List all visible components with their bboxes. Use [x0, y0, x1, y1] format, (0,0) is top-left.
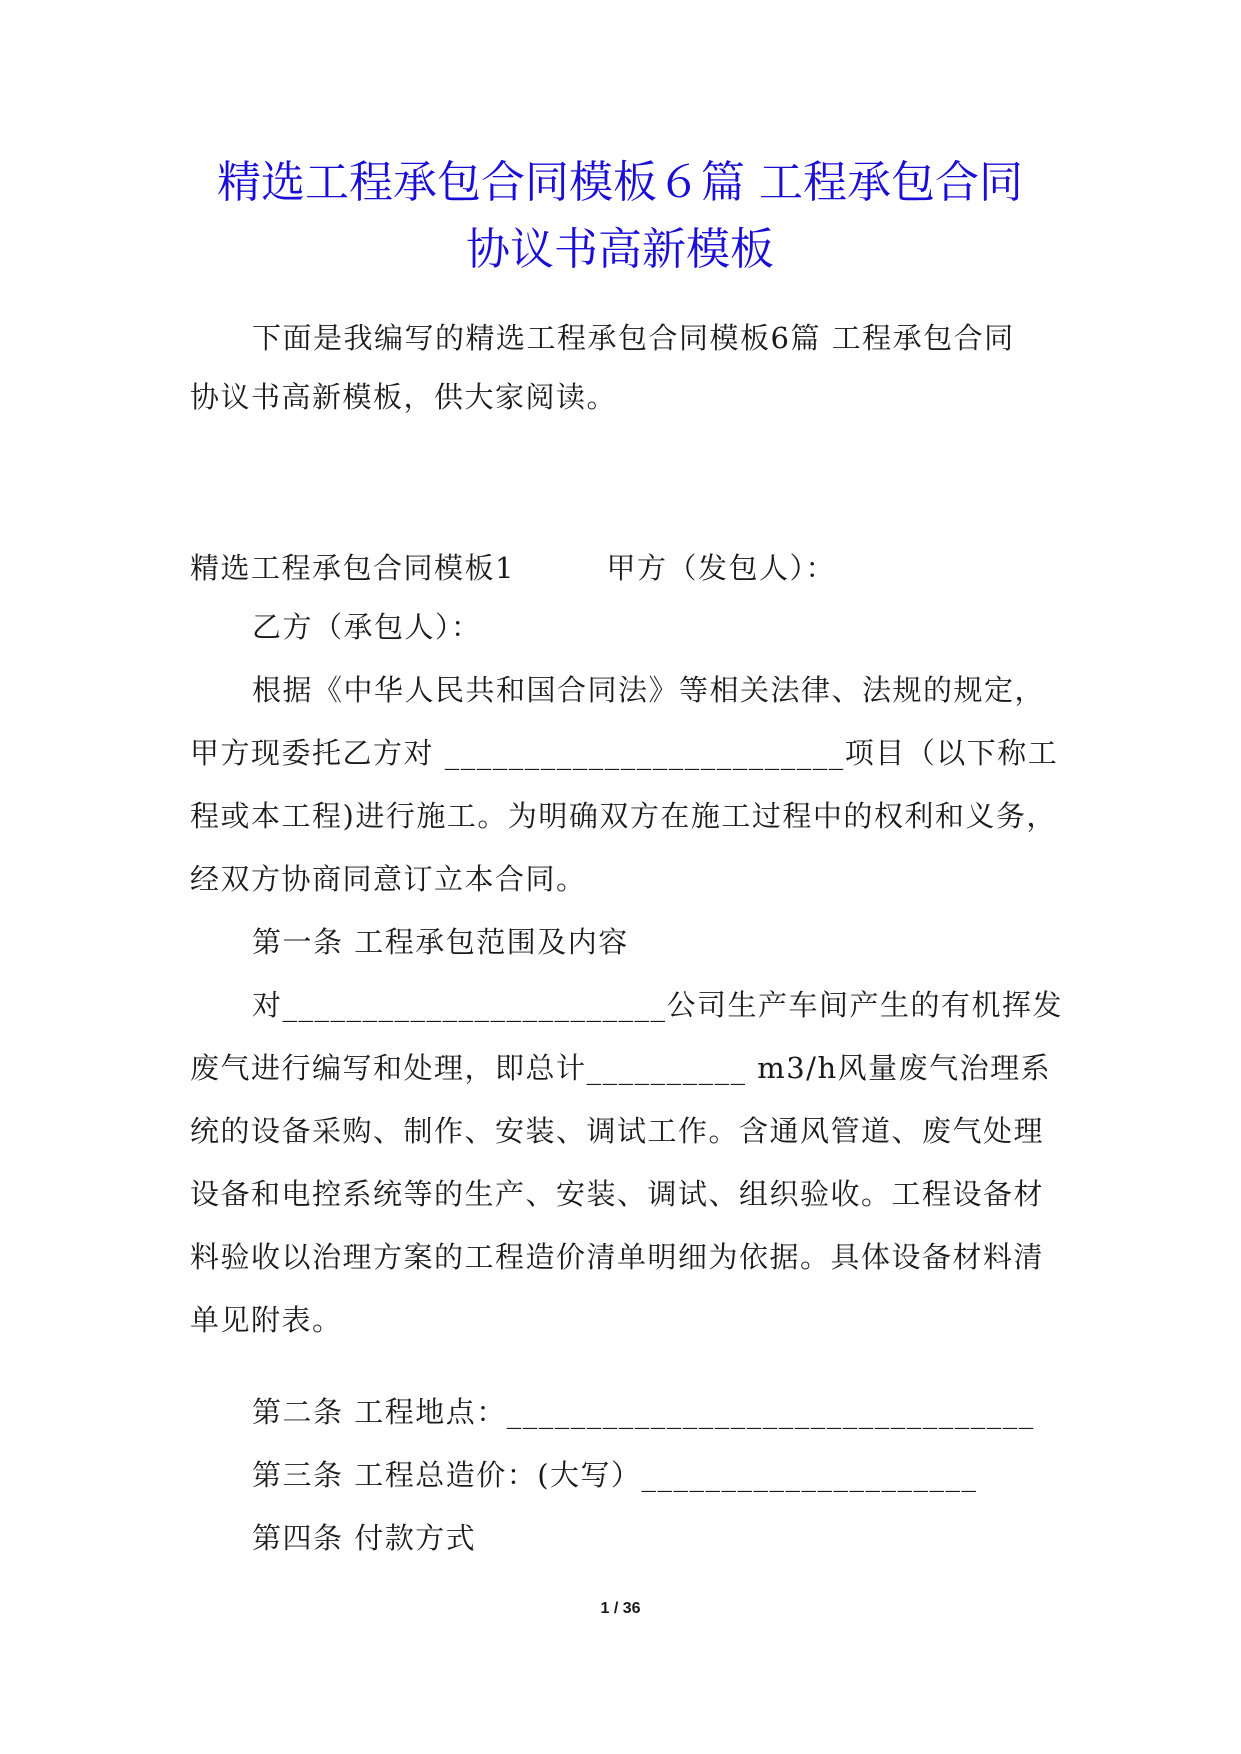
article-3-line: 第三条 工程总造价：(大写）_____________________	[252, 1458, 978, 1492]
article-4-heading: 第四条 付款方式	[252, 1521, 477, 1555]
paragraph-line: 程或本工程)进行施工。为明确双方在施工过程中的权利和义务，	[190, 799, 1057, 833]
article-1-heading: 第一条 工程承包范围及内容	[252, 925, 629, 959]
intro-line-2: 协议书高新模板，供大家阅读。	[190, 380, 618, 414]
paragraph-line: 经双方协商同意订立本合同。	[190, 862, 587, 896]
paragraph-line: 甲方现委托乙方对 _________________________项目（以下称工	[190, 736, 1059, 770]
page-number: 1 / 36	[600, 1600, 641, 1617]
document-title-line-1: 精选工程承包合同模板６篇 工程承包合同	[217, 157, 1023, 208]
paragraph-line: 根据《中华人民共和国合同法》等相关法律、法规的规定，	[252, 673, 1046, 707]
paragraph-line: 统的设备采购、制作、安装、调试工作。含通风管道、废气处理	[190, 1114, 1045, 1148]
paragraph-line: 单见附表。	[190, 1303, 343, 1337]
paragraph-line: 设备和电控系统等的生产、安装、调试、组织验收。工程设备材	[190, 1177, 1045, 1211]
section-header: 精选工程承包合同模板1 甲方（发包人）：	[190, 551, 836, 585]
paragraph-line: 料验收以治理方案的工程造价清单明细为依据。具体设备材料清	[190, 1240, 1045, 1274]
party-b-line: 乙方（承包人）：	[252, 610, 482, 644]
paragraph-line: 对________________________公司生产车间产生的有机挥发	[252, 988, 1064, 1022]
article-2-line: 第二条 工程地点：_________________________________	[252, 1395, 1035, 1429]
intro-line-1: 下面是我编写的精选工程承包合同模板6篇 工程承包合同	[252, 321, 1015, 355]
paragraph-line: 废气进行编写和处理，即总计__________ m3/h风量废气治理系	[190, 1051, 1052, 1085]
document-title-line-2: 协议书高新模板	[466, 224, 774, 275]
